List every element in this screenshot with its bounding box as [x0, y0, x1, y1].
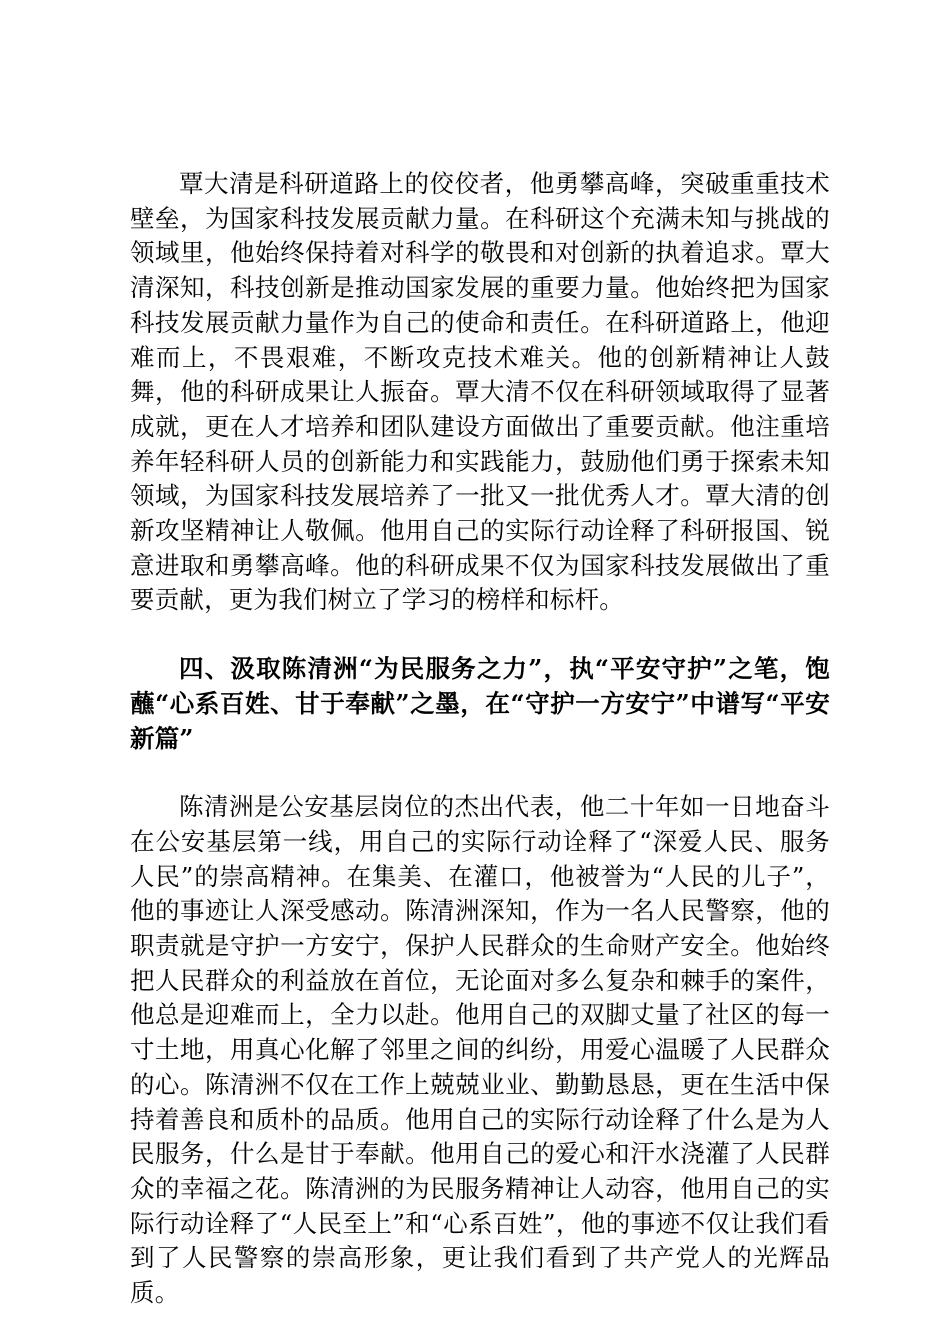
section-heading-chen-qingzhou: 四、汲取陈清洲“为民服务之力”，执“平安守护”之笔，饱蘸“心系百姓、甘于奉献”之墨，在“守护一方安宁”中谱写“平安新篇”: [130, 654, 830, 753]
paragraph-spacer: [130, 618, 830, 652]
body-paragraph-chen-qingzhou: 陈清洲是公安基层岗位的杰出代表，他二十年如一日地奋斗在公安基层第一线，用自己的实际行动诠释了“深爱人民、服务人民”的崇高精神。在集美、在灌口，他被誉为“人民的儿子”，他的事迹让人深受感动。陈清洲深知，作为一名人民警察，他的职责就是守护一方安宁，保护人民群众的生命财产安全。他始终把人民群众的利益放在首位，无论面对多么复杂和棘手的案件，他总是迎难而上，全力以赴。他用自己的双脚丈量了社区的每一寸土地，用真心化解了邻里之间的纠纷，用爱心温暖了人民群众的心。陈清洲不仅在工作上兢兢业业、勤勤恳恳，更在生活中保持着善良和质朴的品质。他用自己的实际行动诠释了什么是为人民服务，什么是甘于奉献。他用自己的爱心和汗水浇灌了人民群众的幸福之花。陈清洲的为民服务精神让人动容，他用自己的实际行动诠释了“人民至上”和“心系百姓”，他的事迹不仅让我们看到了人民警察的崇高形象，更让我们看到了共产党人的光辉品质。: [130, 792, 830, 1308]
paragraph-spacer: [130, 756, 830, 790]
document-body: [130, 167, 830, 1311]
body-paragraph-qin-daqing: 覃大清是科研道路上的佼佼者，他勇攀高峰，突破重重技术壁垒，为国家科技发展贡献力量。在科研这个充满未知与挑战的领域里，他始终保持着对科学的敬畏和对创新的执着追求。覃大清深知，科技创新是推动国家发展的重要力量。他始终把为国家科技发展贡献力量作为自己的使命和责任。在科研道路上，他迎难而上，不畏艰难，不断攻克技术难关。他的创新精神让人鼓舞，他的科研成果让人振奋。覃大清不仅在科研领域取得了显著成就，更在人才培养和团队建设方面做出了重要贡献。他注重培养年轻科研人员的创新能力和实践能力，鼓励他们勇于探索未知领域，为国家科技发展培养了一批又一批优秀人才。覃大清的创新攻坚精神让人敬佩。他用自己的实际行动诠释了科研报国、锐意进取和勇攀高峰。他的科研成果不仅为国家科技发展做出了重要贡献，更为我们树立了学习的榜样和标杆。: [130, 169, 830, 615]
